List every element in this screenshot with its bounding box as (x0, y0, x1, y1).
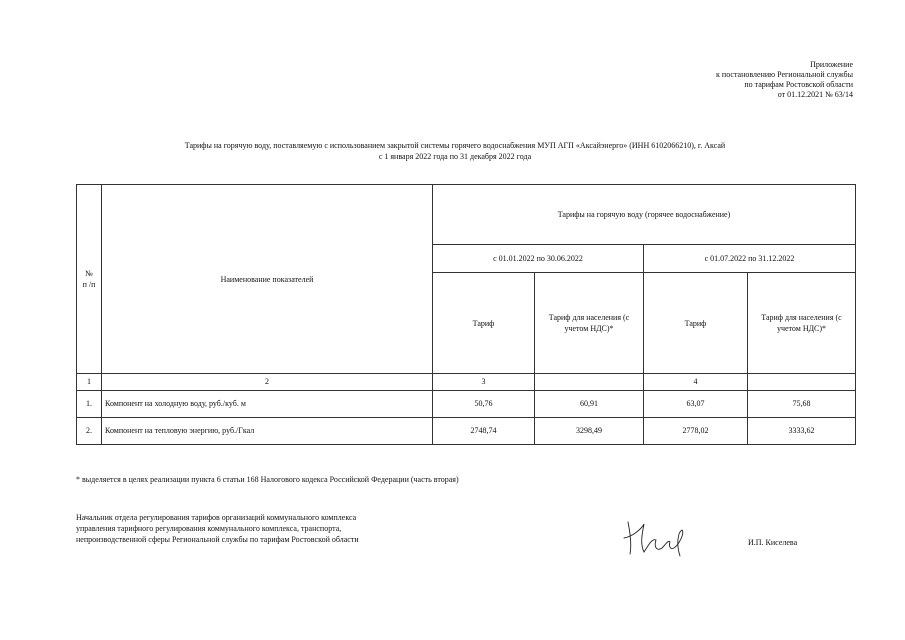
index-cell: 4 (644, 374, 748, 390)
index-cell: 1 (77, 374, 102, 390)
title-line-2: с 1 января 2022 года по 31 декабря 2022 года (378, 152, 532, 161)
index-cell (535, 374, 644, 390)
header-num: № п /п (77, 185, 102, 374)
row-value: 63,07 (644, 390, 748, 417)
row-name: Компонент на холодную воду, руб./куб. м (102, 390, 433, 417)
header-period-1: с 01.01.2022 по 30.06.2022 (433, 245, 644, 272)
table-row (77, 390, 856, 417)
index-row (77, 374, 856, 390)
row-value: 75,68 (748, 390, 856, 417)
row-num: 2. (77, 417, 102, 444)
row-value: 2748,74 (433, 417, 535, 444)
header-tariff-pop-2: Тариф для населения (с учетом НДС)* (748, 272, 856, 374)
signer-position (76, 512, 359, 545)
table-row (77, 417, 856, 444)
title-line-1: Тарифы на горячую воду, поставляемую с использованием закрытой системы горячего водоснабжения МУП АГП «Аксайэнерго» (ИНН 6102066210), г. Аксай (184, 141, 726, 150)
signer-line: управления тарифного регулирования коммунального комплекса, транспорта, (76, 524, 342, 533)
row-value: 60,91 (535, 390, 644, 417)
row-value: 3298,49 (535, 417, 644, 444)
signer-name: И.П. Киселева (748, 538, 798, 547)
row-name: Компонент на тепловую энергию, руб./Гкал (102, 417, 433, 444)
index-cell: 2 (102, 374, 433, 390)
appendix-line: Приложение (810, 60, 853, 69)
header-name: Наименование показателей (102, 185, 433, 374)
appendix-line: от 01.12.2021 № 63/14 (777, 90, 853, 99)
header-tariff-pop-1: Тариф для населения (с учетом НДС)* (535, 272, 644, 374)
appendix-line: по тарифам Ростовской области (744, 80, 853, 89)
appendix-block (716, 60, 853, 100)
appendix-line: к постановлению Региональной службы (716, 70, 853, 79)
document-title (60, 140, 850, 162)
header-group: Тарифы на горячую воду (горячее водоснабжение) (433, 185, 856, 245)
footnote: * выделяется в целях реализации пункта 6 статьи 168 Налогового кодекса Российской Федерации (часть вторая) (76, 475, 459, 484)
row-value: 50,76 (433, 390, 535, 417)
index-cell: 3 (433, 374, 535, 390)
signer-line: Начальник отдела регулирования тарифов организаций коммунального комплекса (76, 513, 357, 522)
row-value: 2778,02 (644, 417, 748, 444)
header-period-2: с 01.07.2022 по 31.12.2022 (644, 245, 856, 272)
signer-line: непроизводственной сферы Региональной службы по тарифам Ростовской области (76, 535, 359, 544)
header-tariff-1: Тариф (433, 272, 535, 374)
tariff-table (76, 184, 856, 445)
header-tariff-2: Тариф (644, 272, 748, 374)
signature-image (622, 518, 688, 558)
index-cell (748, 374, 856, 390)
row-value: 3333,62 (748, 417, 856, 444)
row-num: 1. (77, 390, 102, 417)
